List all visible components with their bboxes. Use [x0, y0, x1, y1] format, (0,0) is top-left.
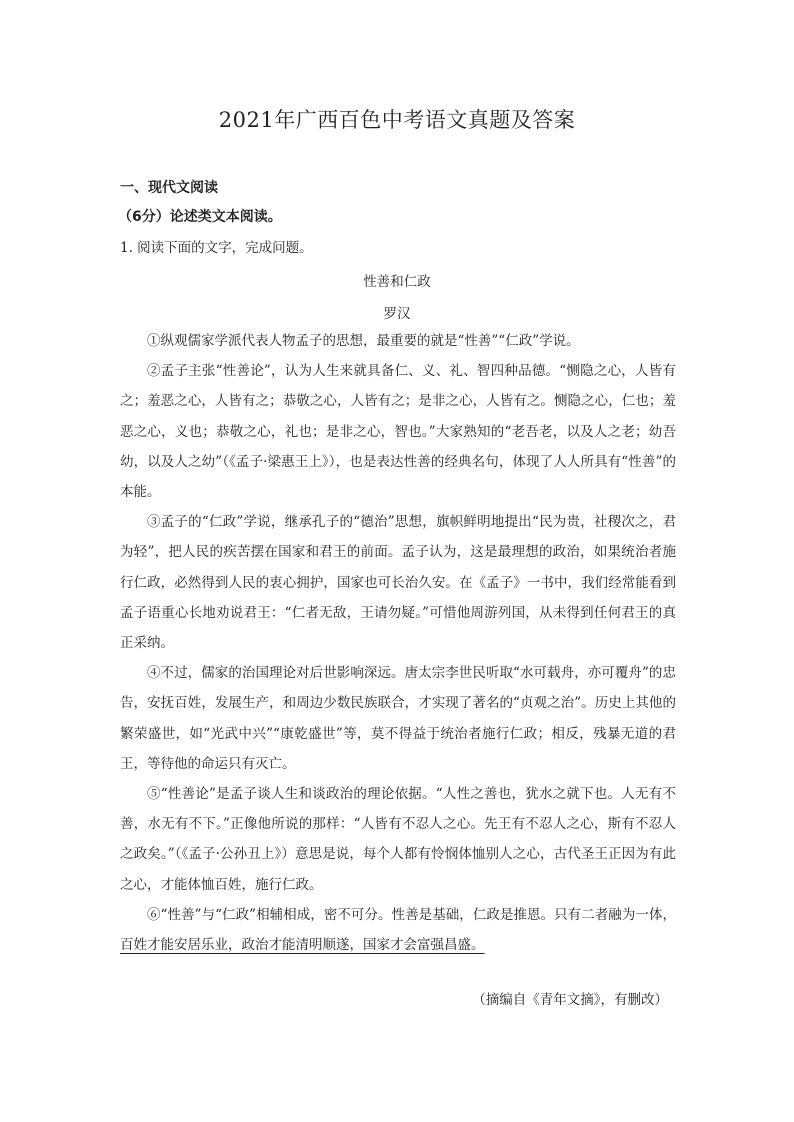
paragraph-1: ①纵观儒家学派代表人物孟子的思想，最重要的就是“性善”“仁政”学说。: [147, 333, 580, 349]
sub-heading: （6分）论述类文本阅读。: [118, 209, 282, 225]
paragraph-6: [120, 900, 676, 960]
section-heading: 一、现代文阅读: [120, 180, 218, 196]
question-prompt: 1. 阅读下面的文字，完成问题。: [120, 240, 313, 256]
paragraph-4: ④不过，儒家的治国理论对后世影响深远。唐太宗李世民听取“水可载舟，亦可覆舟”的忠告，安抚百姓，发展生产，和周边少数民族联合，才实现了著名的“贞观之治”。历史上其他的繁荣盛世，如“光武中兴”“康乾盛世”等，莫不得益于统治者施行仁政；相反，残暴无道的君王，等待他的命运只有灭亡。: [120, 665, 676, 772]
source-citation: （摘编自《青年文摘》，有删改）: [472, 992, 668, 1008]
article-body: [120, 326, 676, 960]
document-title: 2021年广西百色中考语文真题及答案: [218, 108, 576, 132]
article-author: 罗汉: [383, 306, 411, 322]
paragraph-5: ⑤“性善论”是孟子谈人生和谈政治的理论依据。“人性之善也，犹水之就下也。人无有不善，水无有不下。”正像他所说的那样：“人皆有不忍人之心。先王有不忍人之心，斯有不忍人之政矣。”（《孟子·公孙丑上》）意思是说，每个人都有怜悯体恤别人之心，古代圣王正因为有此之心，才能体恤百姓，施行仁政。: [120, 786, 676, 893]
paragraph-3: ③孟子的“仁政”学说，继承孔子的“德治”思想，旗帜鲜明地提出“民为贵，社稷次之，君为轻”，把人民的疾苦摆在国家和君王的前面。孟子认为，这是最理想的政治，如果统治者施行仁政，必然得到人民的衷心拥护，国家也可长治久安。在《孟子》一书中，我们经常能看到孟子语重心长地劝说君王：“仁者无敌，王请勿疑。”可惜他周游列国，从未得到任何君王的真正采纳。: [120, 514, 676, 652]
article-title: 性善和仁政: [363, 274, 431, 290]
paragraph-2: ②孟子主张“性善论”，认为人生来就具备仁、义、礼、智四种品德。“恻隐之心，人皆有之；羞恶之心，人皆有之；恭敬之心，人皆有之；是非之心，人皆有之。恻隐之心，仁也；羞恶之心，义也；恭敬之心，礼也；是非之心，智也。”大家熟知的“老吾老，以及人之老；幼吾幼，以及人之幼”（《孟子·梁惠王上》），也是表达性善的经典名句，体现了人人所具有“性善”的本能。: [120, 363, 676, 501]
underlined-sentence: 百姓才能安居乐业，政治才能清明顺遂，国家才会富强昌盛。: [120, 937, 485, 954]
paragraph-6-text: ⑥“性善”与“仁政”相辅相成，密不可分。性善是基础，仁政是推恩。只有二者融为一体，: [147, 906, 676, 923]
